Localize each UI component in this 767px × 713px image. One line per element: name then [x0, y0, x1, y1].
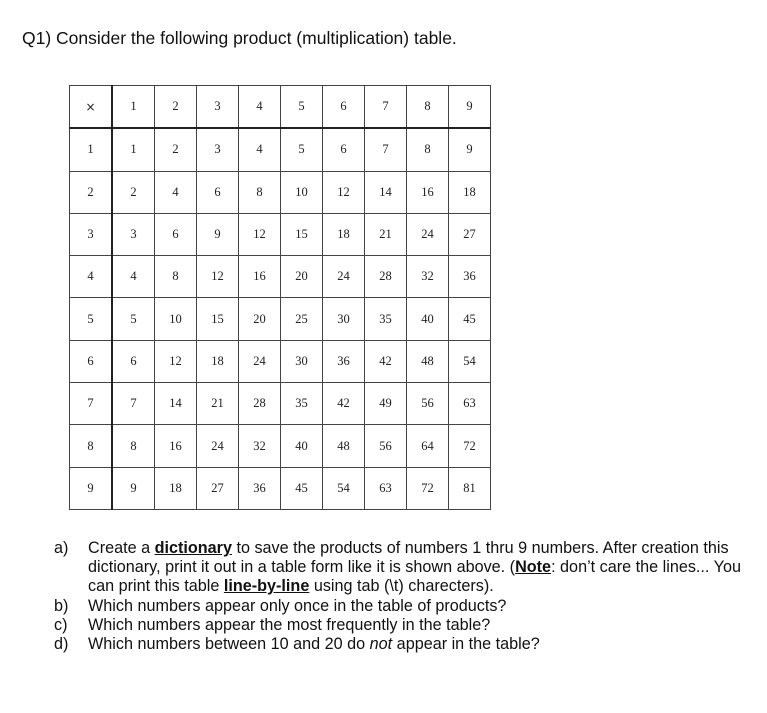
product-cell: 10: [155, 298, 197, 340]
product-cell: 6: [112, 340, 155, 382]
product-cell: 4: [155, 171, 197, 213]
question-b-text: Which numbers appear only once in the table of products?: [88, 596, 507, 615]
product-cell: 72: [449, 425, 491, 467]
table-row: [70, 467, 491, 509]
row-header: 2: [70, 171, 113, 213]
product-cell: 2: [155, 128, 197, 171]
product-cell: 3: [112, 213, 155, 255]
product-cell: 8: [112, 425, 155, 467]
product-cell: 16: [155, 425, 197, 467]
product-cell: 16: [407, 171, 449, 213]
product-cell: 24: [407, 213, 449, 255]
question-list: [54, 539, 754, 654]
question-a-text: Create a dictionary to save the products of numbers 1 thru 9 numbers. After creation this dictionary, print it out in a table form like it is shown above. (Note: don’t care the lines... You can print this table line-by-line using tab (\t) charecters).: [88, 539, 741, 596]
product-cell: 42: [365, 340, 407, 382]
column-header: 8: [407, 86, 449, 129]
product-cell: 24: [323, 256, 365, 298]
product-cell: 40: [281, 425, 323, 467]
product-cell: 10: [281, 171, 323, 213]
product-cell: 30: [323, 298, 365, 340]
product-cell: 18: [155, 467, 197, 509]
product-cell: 72: [407, 467, 449, 509]
product-cell: 28: [365, 256, 407, 298]
question-d-text: Which numbers between 10 and 20 do not appear in the table?: [88, 635, 540, 654]
product-cell: 45: [449, 298, 491, 340]
question-b-label: b): [54, 596, 69, 615]
question-c: [54, 616, 754, 635]
table-corner-symbol: ×: [70, 86, 113, 129]
product-cell: 48: [323, 425, 365, 467]
product-cell: 21: [365, 213, 407, 255]
product-cell: 35: [365, 298, 407, 340]
product-cell: 20: [281, 256, 323, 298]
product-cell: 20: [239, 298, 281, 340]
question-c-text: Which numbers appear the most frequently in the table?: [88, 615, 491, 634]
table-header-row: [70, 86, 491, 129]
product-cell: 7: [112, 383, 155, 425]
question-d: [54, 635, 754, 654]
product-cell: 2: [112, 171, 155, 213]
table-row: [70, 383, 491, 425]
product-cell: 63: [365, 467, 407, 509]
question-title: Q1) Consider the following product (multiplication) table.: [22, 28, 457, 48]
product-cell: 15: [281, 213, 323, 255]
product-cell: 56: [407, 383, 449, 425]
product-cell: 18: [197, 340, 239, 382]
product-cell: 54: [449, 340, 491, 382]
product-cell: 27: [197, 467, 239, 509]
product-cell: 4: [112, 256, 155, 298]
table-row: [70, 213, 491, 255]
row-header: 5: [70, 298, 113, 340]
product-cell: 12: [323, 171, 365, 213]
product-cell: 32: [239, 425, 281, 467]
product-cell: 56: [365, 425, 407, 467]
product-cell: 36: [323, 340, 365, 382]
product-cell: 15: [197, 298, 239, 340]
row-header: 9: [70, 467, 113, 509]
product-cell: 24: [239, 340, 281, 382]
keyword-dictionary: dictionary: [154, 539, 232, 557]
product-cell: 5: [112, 298, 155, 340]
product-cell: 27: [449, 213, 491, 255]
product-cell: 16: [239, 256, 281, 298]
product-cell: 18: [449, 171, 491, 213]
product-cell: 64: [407, 425, 449, 467]
question-d-label: d): [54, 635, 69, 654]
row-header: 1: [70, 128, 113, 171]
multiplication-table: [69, 85, 491, 510]
product-cell: 6: [323, 128, 365, 171]
row-header: 7: [70, 383, 113, 425]
column-header: 4: [239, 86, 281, 129]
product-cell: 18: [323, 213, 365, 255]
product-cell: 36: [239, 467, 281, 509]
product-cell: 48: [407, 340, 449, 382]
table-row: [70, 425, 491, 467]
product-cell: 36: [449, 256, 491, 298]
emphasis-not: not: [369, 635, 393, 654]
product-cell: 3: [197, 128, 239, 171]
product-cell: 54: [323, 467, 365, 509]
table-row: [70, 298, 491, 340]
column-header: 7: [365, 86, 407, 129]
product-cell: 35: [281, 383, 323, 425]
product-cell: 8: [407, 128, 449, 171]
row-header: 6: [70, 340, 113, 382]
product-cell: 28: [239, 383, 281, 425]
column-header: 3: [197, 86, 239, 129]
table-row: [70, 128, 491, 171]
product-cell: 81: [449, 467, 491, 509]
question-a-label: a): [54, 539, 69, 557]
product-cell: 7: [365, 128, 407, 171]
product-cell: 12: [197, 256, 239, 298]
question-a: [54, 539, 754, 597]
table-row: [70, 171, 491, 213]
product-cell: 9: [449, 128, 491, 171]
column-header: 9: [449, 86, 491, 129]
column-header: 2: [155, 86, 197, 129]
product-cell: 45: [281, 467, 323, 509]
keyword-line-by-line: line-by-line: [223, 577, 310, 596]
product-cell: 8: [155, 256, 197, 298]
row-header: 4: [70, 256, 113, 298]
product-cell: 30: [281, 340, 323, 382]
product-cell: 63: [449, 383, 491, 425]
product-cell: 40: [407, 298, 449, 340]
product-cell: 6: [197, 171, 239, 213]
product-cell: 4: [239, 128, 281, 171]
row-header: 3: [70, 213, 113, 255]
product-cell: 5: [281, 128, 323, 171]
product-cell: 14: [365, 171, 407, 213]
product-cell: 6: [155, 213, 197, 255]
product-cell: 9: [197, 213, 239, 255]
product-cell: 12: [155, 340, 197, 382]
question-c-label: c): [54, 615, 68, 634]
product-cell: 42: [323, 383, 365, 425]
product-cell: 21: [197, 383, 239, 425]
product-cell: 12: [239, 213, 281, 255]
product-cell: 25: [281, 298, 323, 340]
product-cell: 8: [239, 171, 281, 213]
product-cell: 24: [197, 425, 239, 467]
table-row: [70, 256, 491, 298]
column-header: 6: [323, 86, 365, 129]
question-b: [54, 597, 754, 616]
product-cell: 9: [112, 467, 155, 509]
product-cell: 32: [407, 256, 449, 298]
product-cell: 49: [365, 383, 407, 425]
column-header: 5: [281, 86, 323, 129]
keyword-note: Note: [515, 558, 552, 577]
product-cell: 1: [112, 128, 155, 171]
column-header: 1: [112, 86, 155, 129]
row-header: 8: [70, 425, 113, 467]
table-row: [70, 340, 491, 382]
product-cell: 14: [155, 383, 197, 425]
